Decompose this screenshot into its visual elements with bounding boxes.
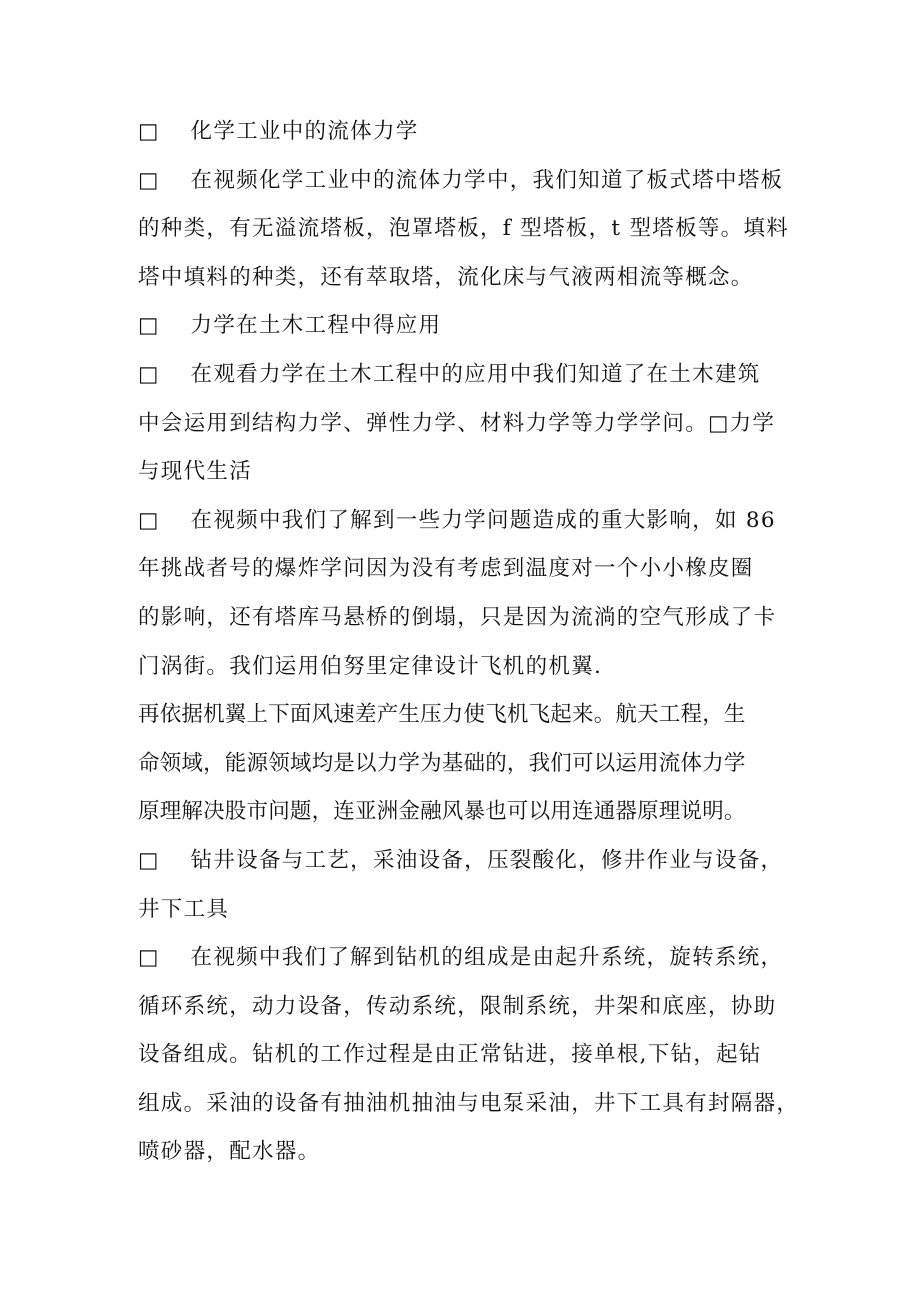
paragraph-line: 的影响，还有塔库马悬桥的倒塌，只是因为流淌的空气形成了卡 [138,604,777,630]
heading-drilling-equipment: □ 钻井设备与工艺，采油设备，压裂酸化，修井作业与设备， [138,847,784,873]
paragraph-line: □ 在视频中我们了解到钻机的组成是由起升系统，旋转系统， [138,945,784,971]
paragraph-line: 与现代生活 [138,459,253,485]
paragraph-line: □ 在观看力学在土木工程中的应用中我们知道了在土木建筑 [138,361,761,387]
paragraph-line: □ 在视频中我们了解到一些力学问题造成的重大影响，如 86 [138,507,776,533]
paragraph-line: 喷砂器，配水器。 [138,1139,321,1165]
paragraph-line: 原理解决股市问题，连亚洲金融风暴也可以用连通器原理说明。 [138,799,746,825]
paragraph-line: 再依据机翼上下面风速差产生压力使飞机飞起来。航天工程，生 [138,702,746,728]
paragraph-line: 组成。采油的设备有抽油机抽油与电泵采油，井下工具有封隔器， [138,1090,800,1116]
paragraph-line: □ 在视频化学工业中的流体力学中，我们知道了板式塔中塔板 [138,167,784,193]
paragraph-line: 设备组成。钻机的工作过程是由正常钻进，接单根,下钻，起钻 [138,1042,762,1068]
paragraph-line: 门涡街。我们运用伯努里定律设计飞机的机翼. [138,653,603,679]
paragraph-line: 循环系统，动力设备，传动系统，限制系统，井架和底座，协助 [138,993,777,1019]
paragraph-line: 年挑战者号的爆炸学问因为没有考虑到温度对一个小小橡皮圈 [138,556,754,582]
heading-civil-engineering-mechanics: □ 力学在土木工程中得应用 [138,313,442,339]
paragraph-line: 命领域，能源领域均是以力学为基础的，我们可以运用流体力学 [138,750,746,776]
paragraph-line: 塔中填料的种类，还有萃取塔，流化床与气液两相流等概念。 [138,264,754,290]
paragraph-line: 井下工具 [138,896,230,922]
heading-chemical-fluid-mechanics: □ 化学工业中的流体力学 [138,119,419,144]
paragraph-line: 的种类，有无溢流塔板，泡罩塔板，f 型塔板，t 型塔板等。填料 [138,216,790,242]
document-body [138,108,800,1177]
paragraph-line: 中会运用到结构力学、弹性力学、材料力学等力学学问。□力学 [138,410,776,436]
